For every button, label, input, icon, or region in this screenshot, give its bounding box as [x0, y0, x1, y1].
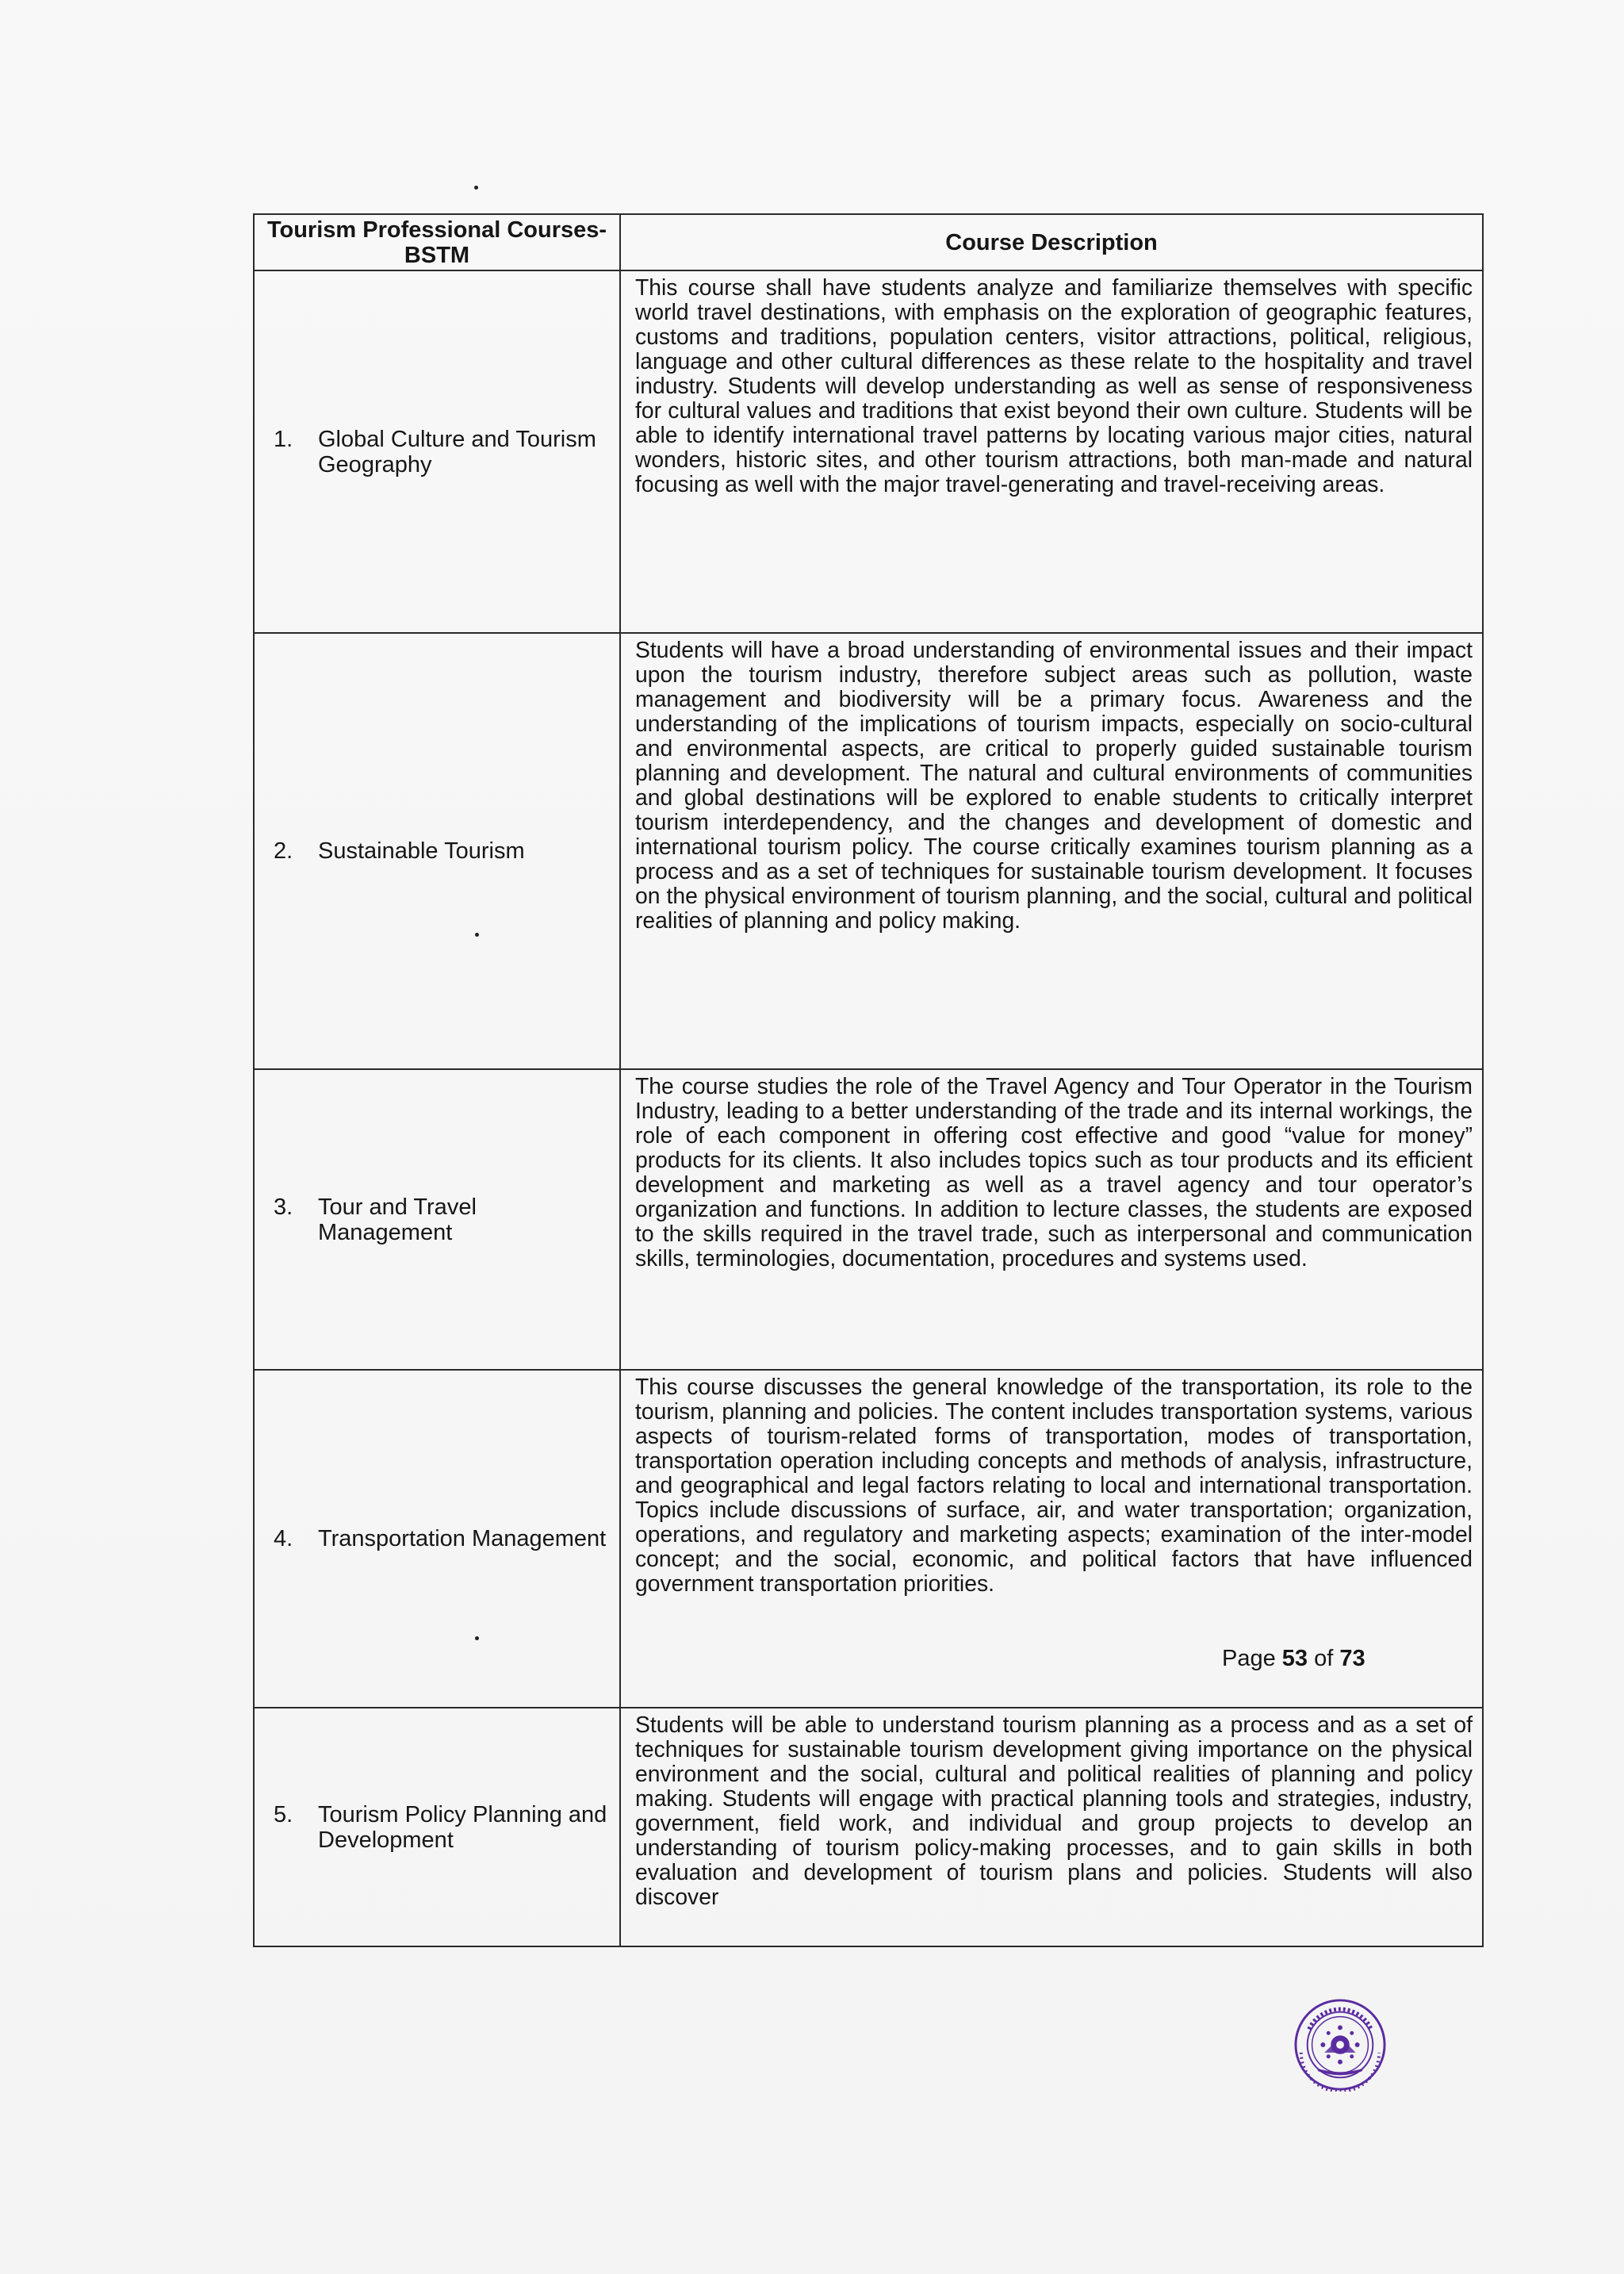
table-row [254, 1708, 1483, 1946]
course-title: Sustainable Tourism [318, 838, 525, 864]
course-title: Transportation Management [318, 1526, 607, 1551]
course-description: Students will be able to understand tourism planning as a process and as a set of techniques for sustainable tourism development giving importance on the physical environment and the social, cultural and political realities of planning and policy making. Students will engage with practical planning tools and strategies, industry, government, field work, and individual and group projects to develop an understanding of tourism policy-making processes, and to gain skills in both evaluation and development of tourism plans and policies. Students will also discover [620, 1708, 1483, 1946]
page-current: 53 [1281, 1646, 1308, 1671]
course-cell [254, 270, 620, 633]
course-number: 3. [274, 1194, 293, 1220]
course-description: This course shall have students analyze and familiarize themselves with specific world travel destinations, with emphasis on the exploration of geographic features, customs and traditions, population centers, visitor attractions, political, religious, language and other cultural differences as these relate to the hospitality and travel industry. Students will develop understanding as well as sense of responsiveness for cultural values and traditions that exist beyond their own culture. Students will be able to identify international travel patterns by locating various major cities, natural wonders, historic sites, and other tourism attractions, both man-made and natural focusing as well with the major travel-generating and travel-receiving areas. [620, 270, 1483, 633]
table-row [254, 633, 1483, 1069]
page-number [1222, 1645, 1365, 1672]
course-number: 5. [274, 1801, 293, 1827]
page-total: 73 [1339, 1646, 1365, 1671]
course-cell [254, 1370, 620, 1708]
description-column-header: Course Description [620, 214, 1483, 270]
course-cell [254, 1069, 620, 1370]
course-number: 1. [274, 426, 293, 452]
table-header-row [254, 214, 1483, 270]
stray-mark [474, 186, 478, 190]
course-description: The course studies the role of the Travel Agency and Tour Operator in the Tourism Industry, leading to a better understanding of the trade and its internal workings, the role of each component in offering cost effective and good “value for money” products for its clients. It also includes topics such as tour products and its efficient development and marketing as well as a travel agency and tour operator’s organization and functions. In addition to lecture classes, the students are exposed to the skills required in the travel trade, such as interpersonal and communication skills, terminologies, documentation, procedures and systems used. [620, 1069, 1483, 1370]
course-table [253, 213, 1484, 1947]
page-label: Page [1222, 1646, 1276, 1671]
course-cell [254, 1708, 620, 1946]
course-column-header: Tourism Professional Courses-BSTM [254, 214, 620, 270]
course-title: Global Culture and Tourism Geography [318, 426, 596, 477]
course-number: 2. [274, 838, 293, 864]
course-title: Tourism Policy Planning and Development [318, 1801, 607, 1853]
table-row [254, 1069, 1483, 1370]
course-title: Tour and Travel Management [318, 1194, 477, 1245]
course-number: 4. [274, 1526, 293, 1551]
ched-seal-icon [1293, 1998, 1387, 2092]
course-description: This course discusses the general knowledge of the transportation, its role to the tourism, planning and policies. The content includes transportation systems, various aspects of tourism-related forms of transportation, modes of transportation, transportation operation including concepts and methods of analysis, infrastructure, and geographical and legal factors relating to local and international transportation. Topics include discussions of surface, air, and water transportation; organization, operations, and regulatory and marketing aspects; examination of the inter-model concept; and the social, economic, and political factors that have influenced government transportation priorities. [620, 1370, 1483, 1708]
table-row [254, 270, 1483, 633]
page-of-label: of [1314, 1646, 1334, 1671]
course-description: Students will have a broad understanding of environmental issues and their impact upon the tourism industry, therefore subject areas such as pollution, waste management and biodiversity will be a primary focus. Awareness and the understanding of the implications of tourism impacts, especially on socio-cultural and environmental aspects, are critical to properly guided sustainable tourism planning and development. The natural and cultural environments of communities and global destinations will be explored to enable students to critically interpret tourism interdependency, and the changes and development of domestic and international tourism policy. The course critically examines tourism planning as a process and as a set of techniques for sustainable tourism development. It focuses on the physical environment of tourism planning, and the social, cultural and political realities of planning and policy making. [620, 633, 1483, 1069]
course-cell [254, 633, 620, 1069]
